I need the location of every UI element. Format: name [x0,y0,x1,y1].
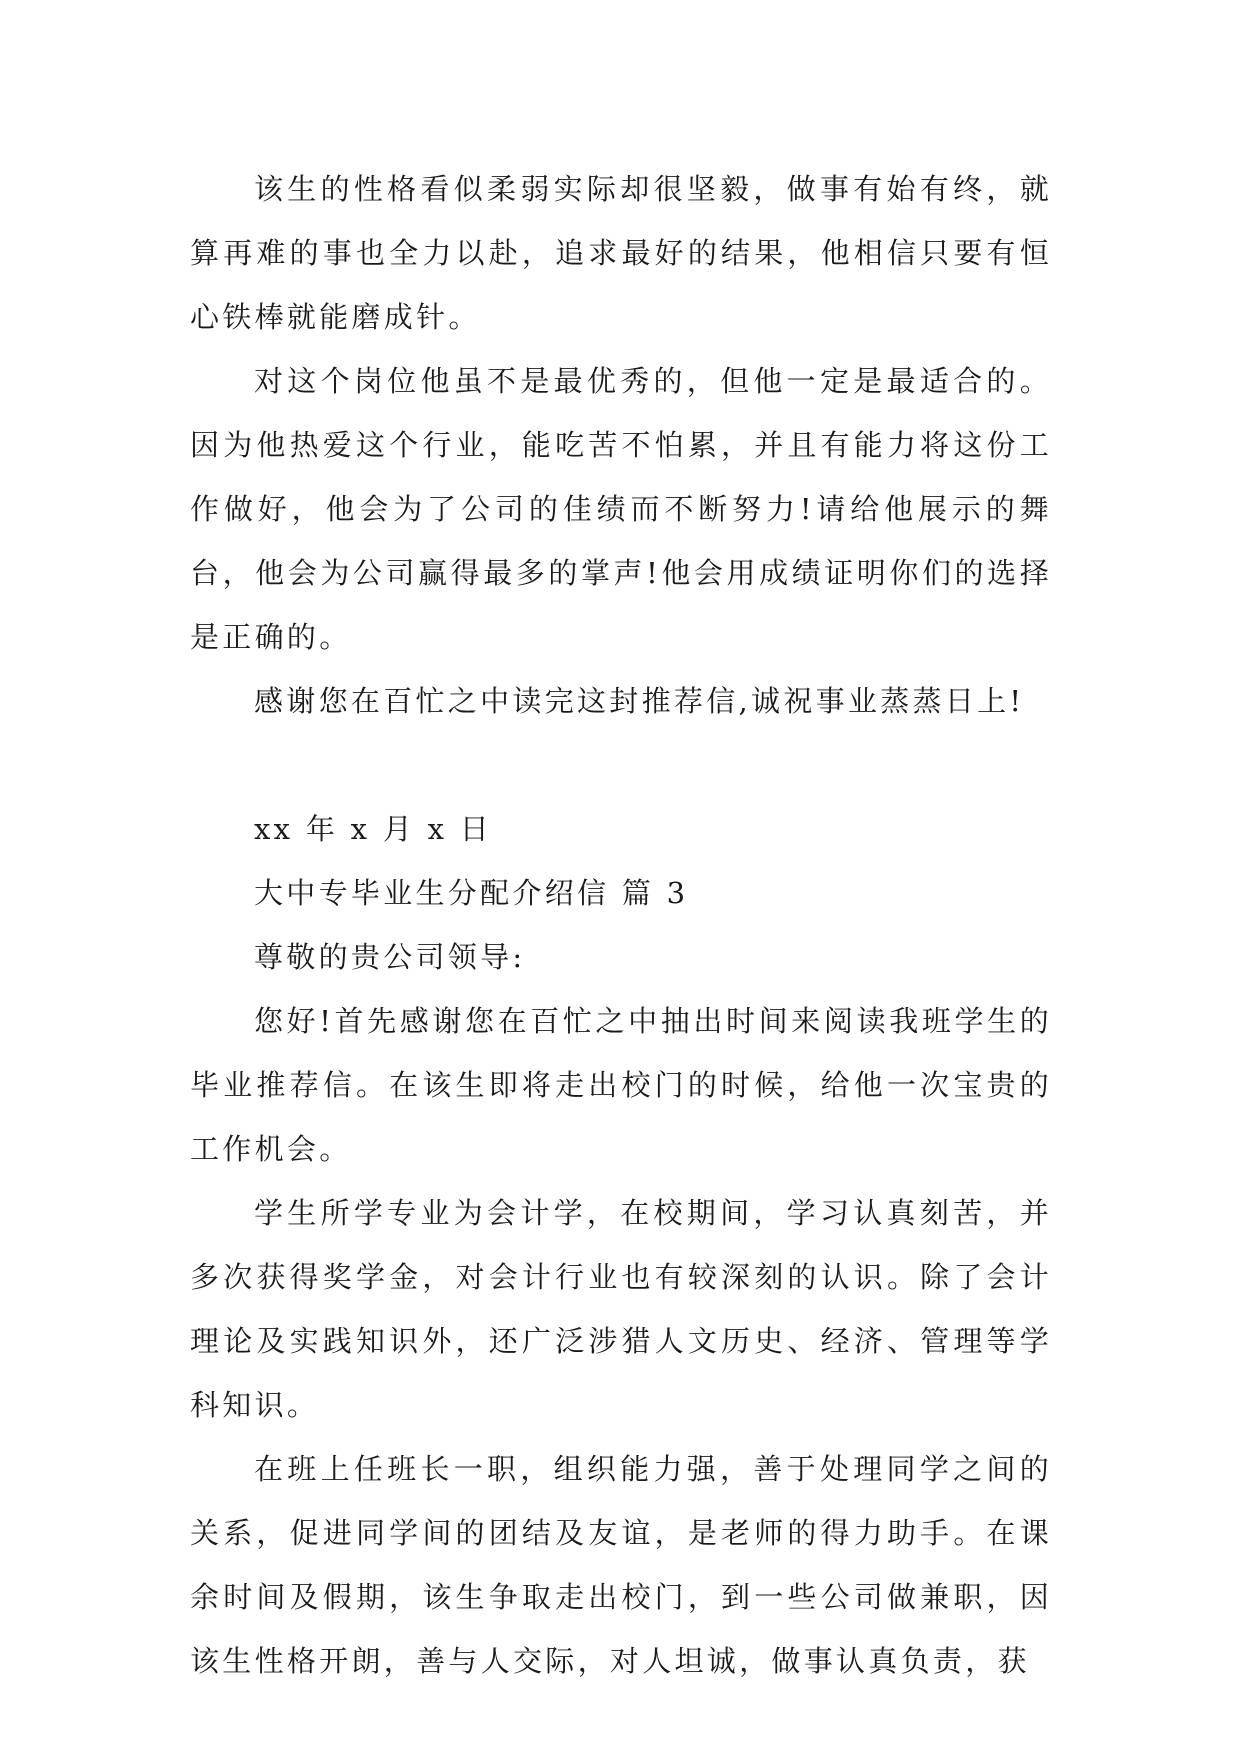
section-title: 大中专毕业生分配介绍信 篇 3 [254,876,689,910]
paragraph-major: 学生所学专业为会计学，在校期间，学习认真刻苦，并多次获得奖学金，对会计行业也有较深刻的认识。除了会计理论及实践知识外，还广泛涉猎人文历史、经济、管理等学科知识。 [190,1196,1052,1422]
salutation: 尊敬的贵公司领导: [254,940,526,974]
paragraph-thanks: 感谢您在百忙之中读完这封推荐信,诚祝事业蒸蒸日上! [254,684,1025,718]
paragraph-class-monitor: 在班上任班长一职，组织能力强，善于处理同学之间的关系，促进同学间的团结及友谊，是老师的得力助手。在课余时间及假期，该生争取走出校门，到一些公司做兼职，因该生性格开朗，善与人交际，对人坦诚，做事认真负责，获 [190,1452,1052,1678]
paragraph-suitability: 对这个岗位他虽不是最优秀的，但他一定是最适合的。因为他热爱这个行业，能吃苦不怕累，并且有能力将这份工作做好，他会为了公司的佳绩而不断努力!请给他展示的舞台，他会为公司赢得最多的掌声!他会用成绩证明你们的选择是正确的。 [190,364,1052,654]
paragraph-greeting: 您好!首先感谢您在百忙之中抽出时间来阅读我班学生的毕业推荐信。在该生即将走出校门的时候，给他一次宝贵的工作机会。 [190,1004,1052,1166]
blank-line [190,733,1052,797]
document-body [190,157,1052,1693]
date-line: xx 年 x 月 x 日 [254,812,493,846]
paragraph-personality: 该生的性格看似柔弱实际却很坚毅，做事有始有终，就算再难的事也全力以赴，追求最好的结果，他相信只要有恒心铁棒就能磨成针。 [190,172,1052,334]
